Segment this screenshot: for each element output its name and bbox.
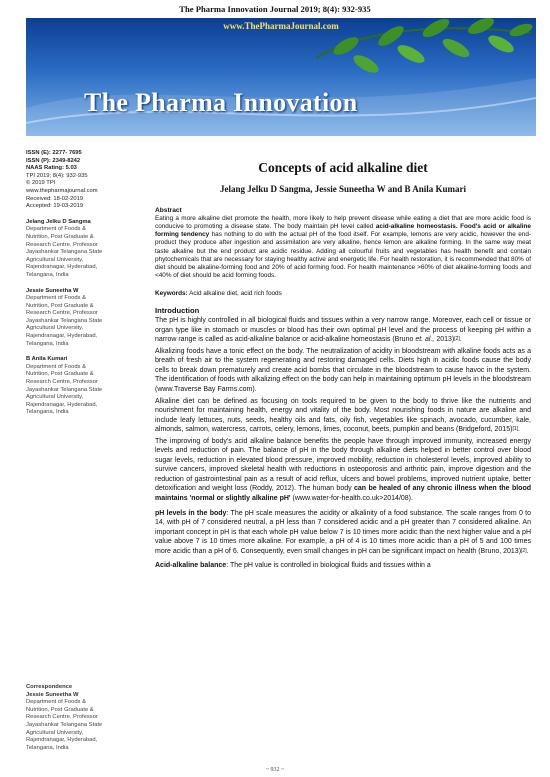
text-run: 2013)	[434, 336, 455, 344]
abstract-text	[155, 215, 531, 280]
correspondence-line: Jayashankar Telangana State	[26, 721, 103, 728]
affiliation-line: Research Centre, Professor	[26, 310, 98, 317]
acid-alkaline-paragraph	[155, 561, 531, 571]
affiliation-2	[26, 288, 130, 349]
abstract-section	[155, 207, 531, 280]
copyright: © 2019 TPI	[26, 180, 56, 187]
italic-text: et. al.,	[415, 336, 435, 344]
reference-marker[interactable]: [1]	[512, 426, 518, 433]
affiliation-name: Jelang Jelku D Sangma	[26, 218, 91, 225]
affiliation-line: Nutrition, Post Graduate &	[26, 302, 94, 309]
affiliation-line: Telangana, India	[26, 409, 69, 416]
affiliation-line: Research Centre, Professor	[26, 241, 98, 248]
intro-paragraph-3	[155, 397, 531, 435]
accepted-date: Accepted: 19-03-2019	[26, 203, 84, 210]
correspondence-block	[26, 684, 130, 752]
article-authors: Jelang Jelku D Sangma, Jessie Suneetha W and B Anila Kumari	[220, 184, 466, 194]
tpi-citation: TPI 2019; 8(4): 932-935	[26, 172, 88, 179]
text-run: (www.water-for-health.co.uk>2014/08).	[290, 494, 413, 502]
abstract-bold-text: acid-alkaline homeostasis. Food's acid or alkaline forming tendency	[155, 223, 531, 239]
correspondence-line: Agricultural University,	[26, 729, 84, 736]
affiliation-line: Jayashankar Telangana State	[26, 386, 103, 393]
correspondence-line: Telangana, India	[26, 744, 69, 751]
text-run: The pH is highly controlled in all biological fluids and tissues within a very narrow range. Moreover, each cell or tissue or organ type like in stomach or muscles or blood has their own optimal pH level and the process of keeping pH within a narrow range is called as acid-alkaline balance or acid-alkaline homeostasis (Bruno	[155, 317, 531, 344]
text-run: Alkaline diet can be defined as focusing on tools required to be given to the body to thrive like the nutrients and nourishment for maintaining health, energy and vitality of the body. Most nourishing foods in nature are alkaline and include leafy lettuces, nuts, seeds, healthy oils and fats, oily fish, vegetables like spinach, avocado, cucumber, kale, almonds, salmon, watercress, carrots, celery, lemons, limes, coconut, beets, pumpkin and beans (Bridgeford, 2015)	[155, 397, 531, 434]
affiliation-line: Department of Foods &	[26, 226, 86, 233]
page-number: ~ 932 ~	[265, 767, 285, 773]
correspondence-name: Jessie Suneetha W	[26, 691, 79, 698]
text-run: .	[459, 336, 462, 344]
correspondence-line: Department of Foods &	[26, 699, 86, 706]
abstract-heading: Abstract	[155, 207, 182, 215]
introduction-heading: Introduction	[155, 306, 200, 316]
affiliation-line: Nutrition, Post Graduate &	[26, 371, 94, 378]
banner-url[interactable]: www.ThePharmaJournal.com	[223, 21, 339, 31]
affiliation-line: Department of Foods &	[26, 295, 86, 302]
intro-paragraph-2: Alkalizing foods have a tonic effect on the body. The neutralization of acidity in bloodstream with alkaline foods acts as a breath of fresh air to the system regenerating and restoring damaged cells. Diets high in acidic foods cause the body cells to break down prematurely and create acid bombs that circulate in the bloodstream to cause havoc in the system. The identification of foods with alkalizing effect on the body can help in maintaining optimum pH levels in the bloodstream (www.Traverse Bay Farms.com).	[155, 347, 531, 393]
keywords-line	[155, 290, 531, 298]
correspondence-line: Rajendranagar, Hyderabad,	[26, 737, 98, 744]
affiliation-1	[26, 219, 130, 280]
affiliation-line: Jayashankar Telangana State	[26, 317, 103, 324]
intro-paragraph-4	[155, 437, 531, 504]
keywords-label: Keywords:	[155, 289, 188, 297]
affiliation-line: Agricultural University,	[26, 325, 84, 332]
bold-text: can be healed of any chronic illness when the blood maintains 'normal or slightly alkaline pH'	[155, 485, 531, 502]
article-main-column	[155, 160, 531, 571]
affiliation-line: Agricultural University,	[26, 256, 84, 263]
affiliation-3	[26, 356, 130, 417]
intro-paragraph-1	[155, 316, 531, 345]
reference-marker[interactable]: [2]	[454, 336, 460, 343]
received-date: Received: 18-02-2019	[26, 195, 84, 202]
issn-e: ISSN (E): 2277- 7695	[26, 150, 82, 156]
article-title: Concepts of acid alkaline diet	[258, 160, 428, 175]
affiliation-line: Rajendranagar, Hyderabad,	[26, 401, 98, 408]
correspondence-line: Research Centre, Professor	[26, 714, 98, 721]
affiliation-line: Telangana, India	[26, 340, 69, 347]
affiliation-line: Nutrition, Post Graduate &	[26, 233, 94, 240]
affiliation-line: Jayashankar Telangana State	[26, 249, 103, 256]
correspondence-line: Nutrition, Post Graduate &	[26, 706, 94, 713]
text-run: : The pH scale measures the acidity or alkalinity of a food substance. The scale ranges from 0 to 14, with pH of 7 considered neutral, a pH less than 7 considered acidic and a pH greater than 7 considered alkaline. An important concept in pH is that each whole pH value below 7 is 10 times more acidic than the next higher value and a pH value above 7 is 10 times more alkaline. For example, a pH of 4 is 10 times more acidic than a pH of 5 and 100 times more acidic than a pH of 6. Consequently, even small changes in pH can be significant impact on health (Bruno, 2013)	[155, 509, 531, 555]
issn-p: ISSN (P): 2349-8242	[26, 157, 81, 164]
article-meta-column	[26, 150, 130, 417]
reference-marker[interactable]: [2]	[521, 547, 527, 554]
ph-levels-heading: pH levels in the body	[155, 509, 227, 517]
journal-banner	[26, 18, 536, 136]
text-run: : The pH value is controlled in biological fluids and tissues within a	[226, 562, 431, 570]
journal-header: The Pharma Innovation Journal 2019; 8(4): 932-935	[179, 4, 371, 14]
correspondence-heading: Correspondence	[26, 684, 73, 690]
text-run: .	[518, 426, 520, 434]
text-run: The improving of body's acid alkaline balance benefits the people have through improved immunity, increased energy levels and reduction of pain. The balance of pH in the body through alkaline diets helped in better control over blood sugar levels, reduction in elevated blood pressure, improved mobility, reduction in cholesterol levels, improved ability to survive cancers, improved skeletal health with reductions in osteoporosis and arthritic pain, improve digestion and the reduction of gastrointestinal pain as a result of acid reflux, ulcers and bowel problems, improved nutrient uptake, better detoxification and weight loss (Roddy, 2012). The human body	[155, 437, 531, 493]
affiliation-line: Telangana, India	[26, 271, 69, 278]
affiliation-line: Department of Foods &	[26, 363, 86, 370]
affiliation-line: Research Centre, Professor	[26, 379, 98, 386]
ph-levels-paragraph	[155, 509, 531, 557]
abstract-text-part: Eating a more alkaline diet promote the health, more likely to help prevent disease while eating a diet that are more acidic food is conducive to promoting a disease state. The body maintain pH level called	[155, 215, 531, 231]
banner-title: The Pharma Innovation	[84, 88, 358, 117]
acid-alkaline-heading: Acid-alkaline balance	[155, 562, 227, 570]
affiliation-name: B Anila Kumari	[26, 356, 68, 363]
naas-rating: NAAS Rating: 5.03	[26, 165, 77, 172]
affiliation-line: Rajendranagar, Hyderabad,	[26, 333, 98, 340]
abstract-text-part: has nothing to do with the actual pH of the food itself. For example, lemons are very acidic, however the end-product they produce after ingestion and assimilation are very alkaline, hence lemon are alkaline forming. In the same way meat taste alkaline but the end product are acidic residue. Adding all colourful fruits and vegetables has health benefit and contain phytochemicals that are necessary for staying healthy active and energetic life. For health restoration, it is recommended that 80% of diet should be alkaline-forming food and 20% of acid forming food. For health maintenance >60% of diet alkaline-forming foods and <40% of diet should be acid forming foods.	[155, 231, 532, 279]
affiliation-line: Rajendranagar, Hyderabad,	[26, 264, 98, 271]
keywords-text: Acid alkaline diet, acid rich foods	[187, 289, 282, 297]
journal-website[interactable]: www.thepharmajournal.com	[26, 187, 98, 194]
affiliation-line: Agricultural University,	[26, 394, 84, 401]
affiliation-name: Jessie Suneetha W	[26, 287, 79, 294]
text-run: .	[526, 547, 529, 555]
